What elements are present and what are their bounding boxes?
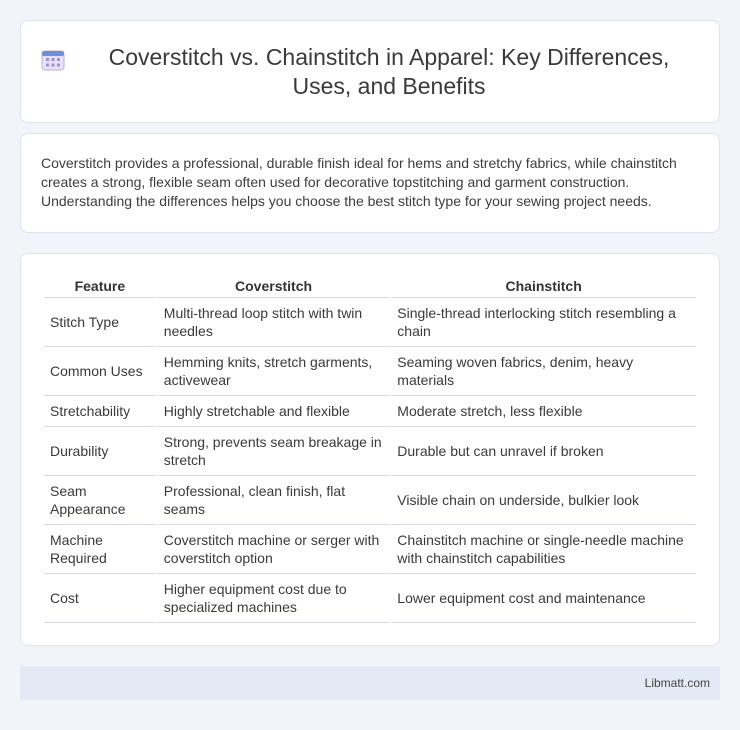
table-row bbox=[44, 298, 696, 347]
table-row bbox=[44, 347, 696, 396]
coverstitch-cell: Higher equipment cost due to specialized machines bbox=[158, 574, 390, 623]
title-card bbox=[20, 20, 720, 123]
coverstitch-cell: Coverstitch machine or serger with coverstitch option bbox=[158, 525, 390, 574]
table-header-row bbox=[44, 274, 696, 298]
chainstitch-cell: Lower equipment cost and maintenance bbox=[391, 574, 696, 623]
chainstitch-cell: Seaming woven fabrics, denim, heavy materials bbox=[391, 347, 696, 396]
table-row bbox=[44, 396, 696, 427]
coverstitch-cell: Multi-thread loop stitch with twin needles bbox=[158, 298, 390, 347]
header-coverstitch: Coverstitch bbox=[158, 274, 390, 298]
footer-bar bbox=[20, 666, 720, 700]
feature-cell: Machine Required bbox=[44, 525, 156, 574]
coverstitch-cell: Professional, clean finish, flat seams bbox=[158, 476, 390, 525]
feature-cell: Seam Appearance bbox=[44, 476, 156, 525]
title-wrap bbox=[21, 43, 719, 101]
header-chainstitch: Chainstitch bbox=[391, 274, 696, 298]
footer-brand-link[interactable]: Libmatt.com bbox=[644, 676, 710, 690]
chainstitch-cell: Single-thread interlocking stitch resembling a chain bbox=[391, 298, 696, 347]
chainstitch-cell: Moderate stretch, less flexible bbox=[391, 396, 696, 427]
table-row bbox=[44, 525, 696, 574]
table-row bbox=[44, 476, 696, 525]
chainstitch-cell: Visible chain on underside, bulkier look bbox=[391, 476, 696, 525]
chainstitch-cell: Durable but can unravel if broken bbox=[391, 427, 696, 476]
intro-card bbox=[20, 133, 720, 233]
calendar-grid-icon bbox=[41, 49, 65, 71]
intro-paragraph: Coverstitch provides a professional, durable finish ideal for hems and stretchy fabrics, while chainstitch creates a strong, flexible seam often used for decorative topstitching and garment construction. Understanding the differences helps you choose the best stitch type for your sewing project needs. bbox=[41, 155, 677, 209]
header-feature: Feature bbox=[44, 274, 156, 298]
comparison-table bbox=[42, 274, 698, 623]
coverstitch-cell: Hemming knits, stretch garments, activewear bbox=[158, 347, 390, 396]
feature-cell: Common Uses bbox=[44, 347, 156, 396]
coverstitch-cell: Strong, prevents seam breakage in stretch bbox=[158, 427, 390, 476]
feature-cell: Durability bbox=[44, 427, 156, 476]
table-row bbox=[44, 427, 696, 476]
page-title: Coverstitch vs. Chainstitch in Apparel: Key Differences, Uses, and Benefits bbox=[108, 43, 670, 99]
feature-cell: Cost bbox=[44, 574, 156, 623]
feature-cell: Stretchability bbox=[44, 396, 156, 427]
chainstitch-cell: Chainstitch machine or single-needle machine with chainstitch capabilities bbox=[391, 525, 696, 574]
table-row bbox=[44, 574, 696, 623]
feature-cell: Stitch Type bbox=[44, 298, 156, 347]
comparison-card bbox=[20, 253, 720, 646]
coverstitch-cell: Highly stretchable and flexible bbox=[158, 396, 390, 427]
